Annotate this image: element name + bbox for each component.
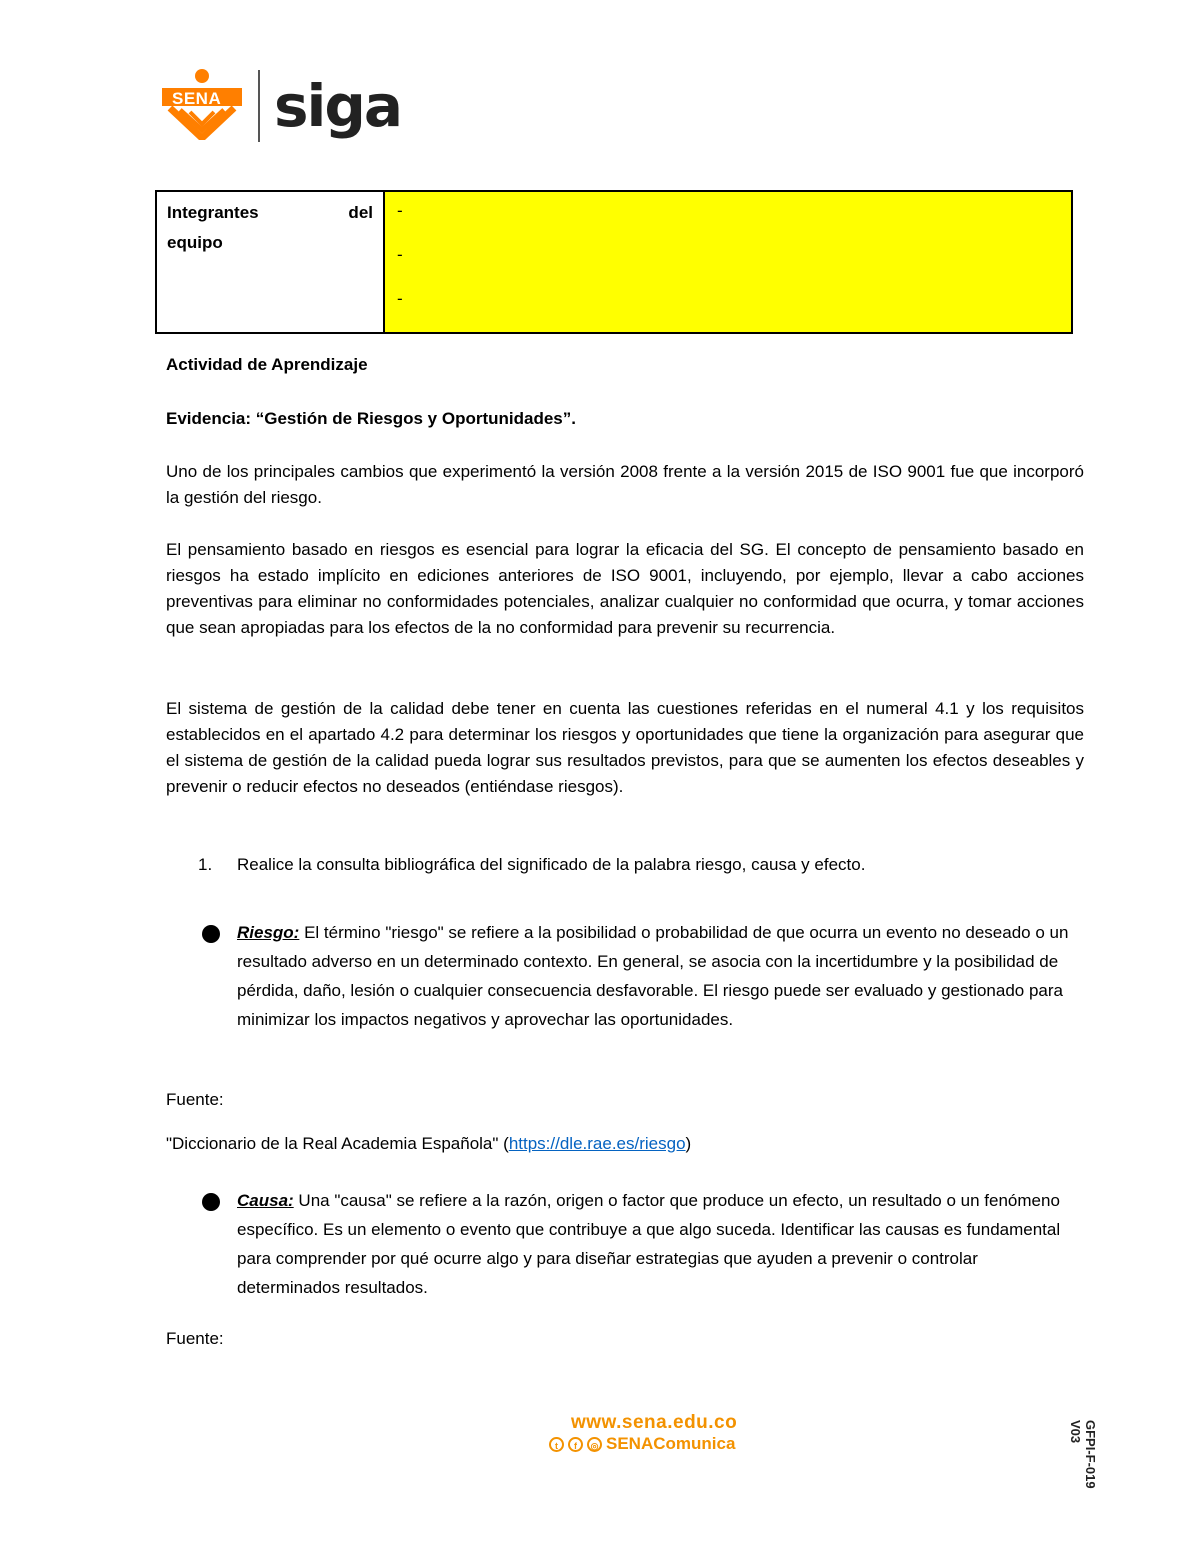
definition-text: Una "causa" se refiere a la razón, origen o factor que produce un efecto, un resultado o un fenómeno específico. Es un elemento o evento que contribuye a que algo suceda. Identificar las causas es fundamental para comprender por qué ocurre algo y para diseñar estrategias que ayuden a prevenir o controlar determinados resultados.	[237, 1191, 1061, 1297]
team-members-cell[interactable]	[384, 191, 1072, 333]
team-label: Integrantes del	[167, 203, 373, 222]
facebook-icon: f	[568, 1437, 583, 1452]
social-handle: SENAComunica	[606, 1434, 736, 1453]
evidence-title: Evidencia: “Gestión de Riesgos y Oportunidades”.	[166, 409, 576, 428]
source-prefix: "Diccionario de la Real Academia Española" (	[166, 1134, 509, 1153]
source-citation	[166, 1131, 1084, 1157]
team-member-3[interactable]: -	[397, 289, 403, 308]
definition-term: Causa:	[237, 1191, 294, 1210]
activity-title: Actividad de Aprendizaje	[166, 355, 368, 374]
definition-causa	[237, 1186, 1083, 1302]
definition-term: Riesgo:	[237, 923, 300, 942]
paragraph-3: El sistema de gestión de la calidad debe tener en cuenta las cuestiones referidas en el numeral 4.1 y los requisitos establecidos en el apartado 4.2 para determinar los riesgos y oportunidades que tiene la organización para asegurar que el sistema de gestión de la calidad pueda lograr sus resultados previstos, para que se aumenten los efectos deseables y prevenir o reducir efectos no deseados (entiéndase riesgos).	[166, 699, 1084, 796]
team-member-2[interactable]: -	[397, 245, 403, 264]
question-text: Realice la consulta bibliográfica del significado de la palabra riesgo, causa y efecto.	[237, 855, 866, 874]
team-member-1[interactable]: -	[397, 201, 403, 220]
team-table	[155, 190, 1073, 334]
footer-url: www.sena.edu.co	[571, 1412, 738, 1433]
source-label: Fuente:	[166, 1329, 224, 1348]
source-link[interactable]: https://dle.rae.es/riesgo	[508, 1134, 686, 1153]
paragraph-2: El pensamiento basado en riesgos es esencial para lograr la eficacia del SG. El concepto de pensamiento basado en riesgos ha estado implícito en ediciones anteriores de ISO 9001, incluyendo, por ejemplo, llevar a cabo acciones preventivas para eliminar no conformidades potenciales, analizar cualquier no conformidad que ocurra, y tomar acciones que sean apropiadas para los efectos de la no conformidad para prevenir su recurrencia.	[166, 540, 1084, 637]
source-label: Fuente:	[166, 1090, 224, 1109]
definition-text: El término "riesgo" se refiere a la posibilidad o probabilidad de que ocurra un evento no deseado o un resultado adverso en un determinado contexto. En general, se asocia con la incertidumbre y la posibilidad de pérdida, daño, lesión o cualquier consecuencia desfavorable. El riesgo puede ser evaluado y gestionado para minimizar los impactos negativos y aprovechar las oportunidades.	[237, 923, 1069, 1029]
bullet-icon	[202, 925, 220, 943]
twitter-icon: t	[549, 1437, 564, 1452]
bullet-icon	[202, 1193, 220, 1211]
header-logos	[162, 66, 402, 146]
document-code: GFPI-F-019 V03	[1068, 1420, 1098, 1489]
question-number: 1.	[198, 855, 213, 874]
definition-riesgo	[237, 918, 1083, 1034]
logo-divider	[258, 70, 260, 142]
siga-logo-text: siga	[274, 72, 402, 140]
source-suffix: )	[685, 1134, 692, 1153]
footer-social	[549, 1434, 735, 1454]
paragraph-1: Uno de los principales cambios que experimentó la versión 2008 frente a la versión 2015 de ISO 9001 fue que incorporó la gestión del riesgo.	[166, 462, 1084, 507]
team-label-cell	[156, 191, 384, 333]
instagram-icon: ◎	[587, 1437, 602, 1452]
sena-logo-text: SENA	[172, 89, 222, 108]
team-label-line2: equipo	[167, 233, 223, 252]
